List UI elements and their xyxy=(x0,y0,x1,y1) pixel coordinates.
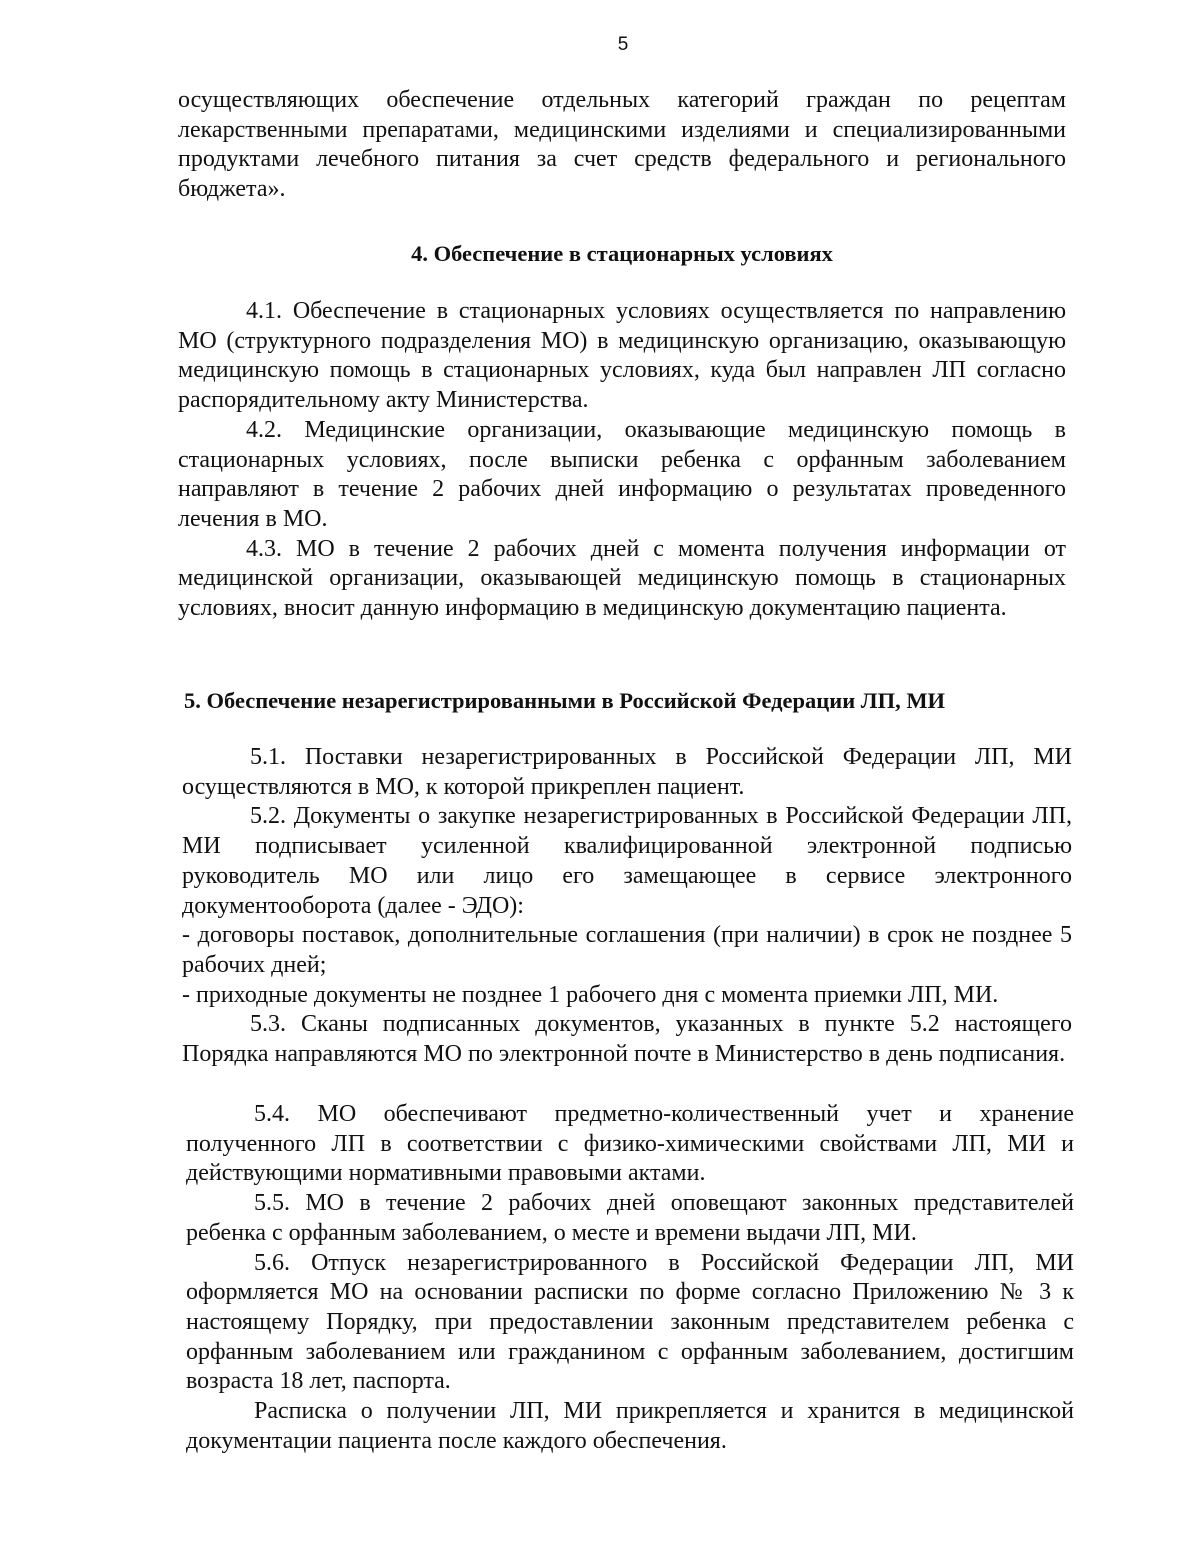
section-5-body-part-2 xyxy=(186,1100,1074,1456)
paragraph-5-5: 5.5. МО в течение 2 рабочих дней оповещают законных представителей ребенка с орфанным заболеванием, о месте и времени выдачи ЛП, МИ. xyxy=(186,1190,1074,1246)
paragraph-4-1: 4.1. Обеспечение в стационарных условиях осуществляется по направлению МО (структурного подразделения МО) в медицинскую организацию, оказывающую медицинскую помощь в стационарных условиях, куда был направлен ЛП согласно распорядительному акту Министерства. xyxy=(178,298,1066,414)
paragraph-5-2: 5.2. Документы о закупке незарегистрированных в Российской Федерации ЛП, МИ подписывает усиленной квалифицированной электронной подписью руководитель МО или лицо его замещающее в сервисе электронного документооборота (далее - ЭДО): xyxy=(182,803,1072,919)
paragraph-5-1: 5.1. Поставки незарегистрированных в Российской Федерации ЛП, МИ осуществляются в МО, к которой прикреплен пациент. xyxy=(182,744,1072,800)
paragraph-4-2: 4.2. Медицинские организации, оказывающие медицинскую помощь в стационарных условиях, после выписки ребенка с орфанным заболеванием направляют в течение 2 рабочих дней информацию о результатах проведенного лечения в МО. xyxy=(178,416,1066,532)
paragraph-5-2-item-1: - договоры поставок, дополнительные соглашения (при наличии) в срок не позднее 5 рабочих дней; xyxy=(182,922,1072,978)
paragraph-5-4: 5.4. МО обеспечивают предметно-количественный учет и хранение полученного ЛП в соответствии с физико-химическими свойствами ЛП, МИ и действующими нормативными правовыми актами. xyxy=(186,1101,1074,1187)
page-number: 5 xyxy=(617,34,629,55)
section-5-body-part-1 xyxy=(182,743,1072,1070)
section-4-heading: 4. Обеспечение в стационарных условиях xyxy=(411,241,833,266)
intro-paragraph: осуществляющих обеспечение отдельных категорий граждан по рецептам лекарственными препаратами, медицинскими изделиями и специализированными продуктами лечебного питания за счет средств федерального и регионального бюджета». xyxy=(178,87,1066,203)
paragraph-5-6: 5.6. Отпуск незарегистрированного в Российской Федерации ЛП, МИ оформляется МО на основании расписки по форме согласно Приложению № 3 к настоящему Порядку, при предоставлении законным представителем ребенка с орфанным заболеванием или гражданином с орфанным заболеванием, достигшим возраста 18 лет, паспорта. xyxy=(186,1249,1074,1395)
section-4-body xyxy=(178,297,1066,624)
paragraph-receipt: Расписка о получении ЛП, МИ прикрепляется и хранится в медицинской документации пациента после каждого обеспечения. xyxy=(186,1398,1074,1454)
intro-paragraph-block xyxy=(178,86,1066,205)
paragraph-5-2-item-2: - приходные документы не позднее 1 рабочего дня с момента приемки ЛП, МИ. xyxy=(182,981,999,1008)
paragraph-4-3: 4.3. МО в течение 2 рабочих дней с момента получения информации от медицинской организации, оказывающей медицинскую помощь в стационарных условиях, вносит данную информацию в медицинскую документацию пациента. xyxy=(178,535,1066,622)
paragraph-5-3: 5.3. Сканы подписанных документов, указанных в пункте 5.2 настоящего Порядка направляются МО по электронной почте в Министерство в день подписания. xyxy=(182,1011,1072,1068)
section-5-heading: 5. Обеспечение незарегистрированными в Российской Федерации ЛП, МИ xyxy=(184,688,946,713)
